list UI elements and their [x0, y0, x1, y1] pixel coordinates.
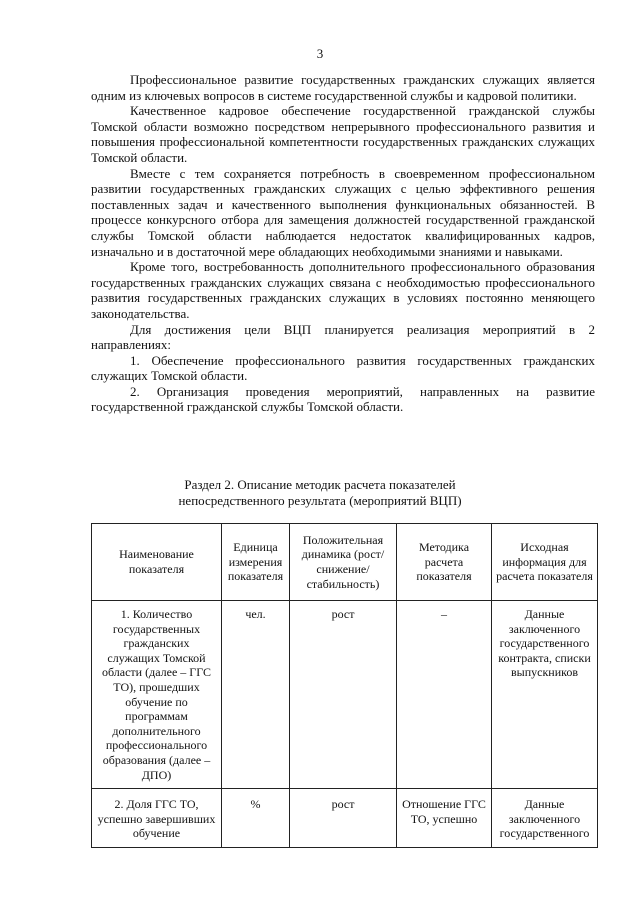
body-text: [91, 72, 595, 415]
paragraph: Для достижения цели ВЦП планируется реализация мероприятий в 2 направлениях:: [91, 321, 595, 353]
cell-dynamics: рост: [290, 789, 397, 848]
cell-source: Данные заключенного государственного: [492, 789, 598, 848]
list-item-paragraph: 2. Организация проведения мероприятий, направленных на развитие государственной гражданской службы Томской области.: [91, 383, 595, 415]
section-title-line: непосредственного результата (мероприятий ВЦП): [178, 493, 462, 508]
cell-method: Отношение ГГС ТО, успешно: [397, 789, 492, 848]
paragraph: Кроме того, востребованность дополнительного профессионального образования государственных гражданских служащих связана с необходимостью профессионального развития государственных гражданских служащих в условиях постоянно меняющего законодательства.: [91, 259, 595, 321]
cell-name: 1. Количество государственных гражданских служащих Томской области (далее – ГГС ТО), прошедших обучение по программам дополнительного профессионального образования (далее – ДПО): [92, 601, 222, 789]
table-header-row: [92, 524, 598, 601]
cell-name: 2. Доля ГГС ТО, успешно завершивших обучение: [92, 789, 222, 848]
cell-source: Данные заключенного государственного контракта, списки выпускников: [492, 601, 598, 789]
list-item-paragraph: 1. Обеспечение профессионального развития государственных гражданских служащих Томской области.: [91, 352, 595, 384]
cell-unit: %: [222, 789, 290, 848]
table-row: [92, 601, 598, 789]
column-header-dynamics: Положительная динамика (рост/снижение/ стабильность): [290, 524, 397, 601]
cell-unit: чел.: [222, 601, 290, 789]
page-number: 3: [316, 46, 324, 61]
column-header-method: Методика расчета показателя: [397, 524, 492, 601]
paragraph: Профессиональное развитие государственных гражданских служащих является одним из ключевых вопросов в системе государственной службы и кадровой политики.: [91, 72, 595, 103]
section-title-line: Раздел 2. Описание методик расчета показателей: [184, 477, 456, 492]
column-header-name: Наименование показателя: [92, 524, 222, 601]
cell-method: –: [397, 601, 492, 789]
table-row: [92, 789, 598, 848]
column-header-unit: Единица измерения показателя: [222, 524, 290, 601]
column-header-source: Исходная информация для расчета показателя: [492, 524, 598, 601]
paragraph: Вместе с тем сохраняется потребность в своевременном профессиональном развитии государственных гражданских служащих с целью эффективного решения поставленных задач и качественного выполнения функциональных обязанностей. В процессе конкурсного отбора для замещения должностей государственной гражданской службы Томской области наблюдается недостаток квалифицированных кадров, изначально и в достаточной мере обладающих необходимыми знаниями и навыками.: [91, 165, 595, 259]
paragraph: Качественное кадровое обеспечение государственной гражданской службы Томской области возможно посредством непрерывного профессионального развития и повышения профессиональной компетентности государственных гражданских служащих Томской области.: [91, 103, 595, 165]
section-title: [0, 477, 640, 509]
cell-dynamics: рост: [290, 601, 397, 789]
methods-table: [91, 523, 598, 848]
